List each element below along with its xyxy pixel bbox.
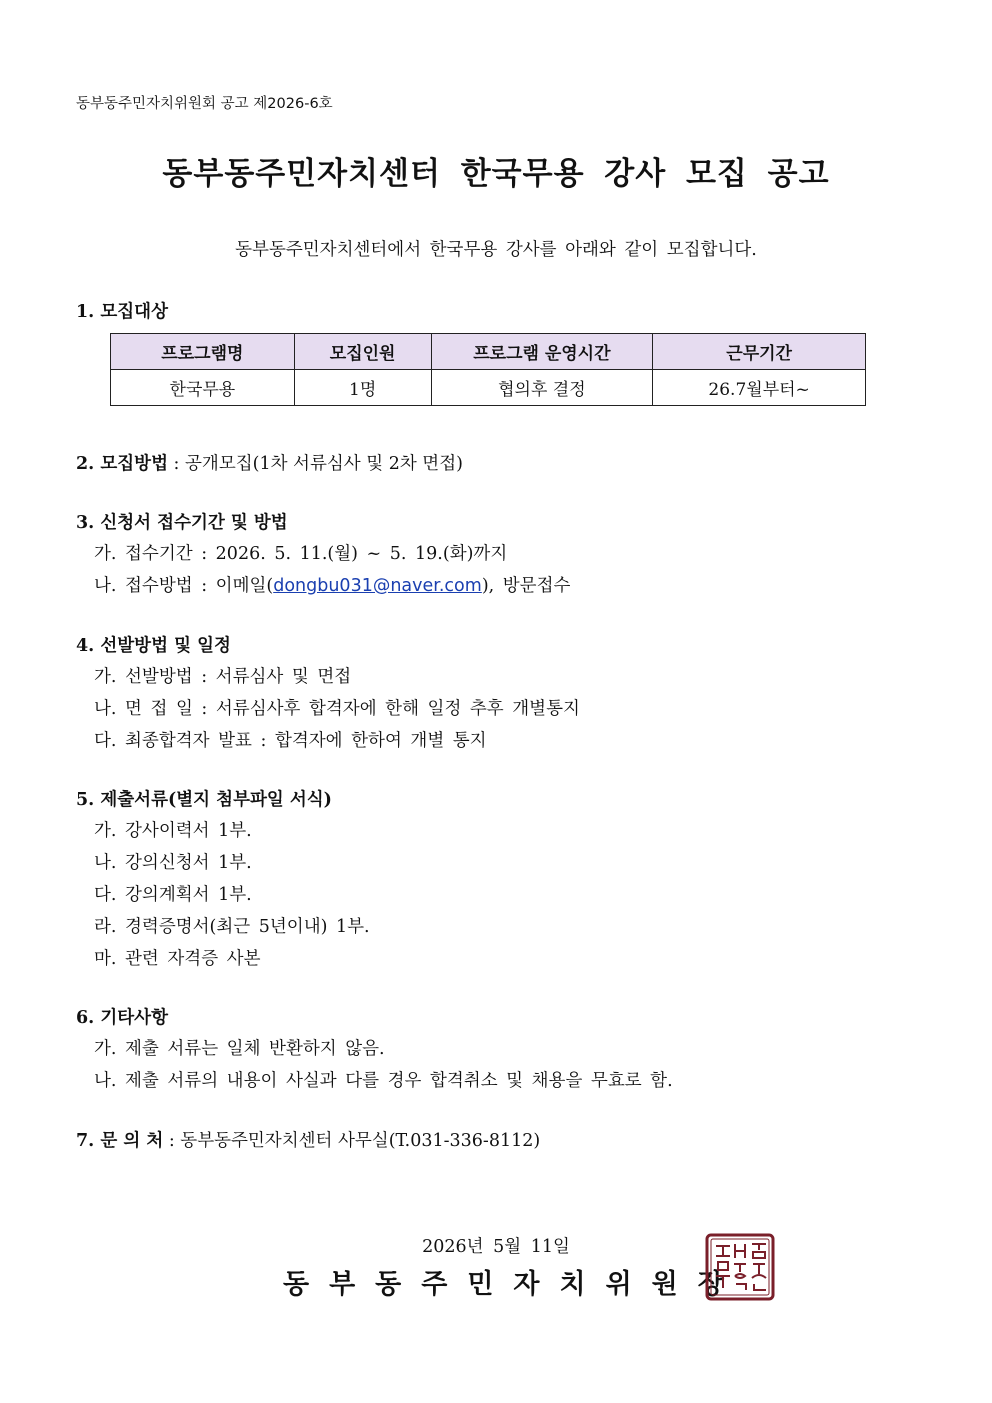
table-cell: 1명 (294, 370, 431, 406)
list-item (94, 572, 570, 597)
list-item: 나. 강의신청서 1부. (94, 853, 252, 873)
section7-heading: 7. 문 의 처 (76, 1131, 164, 1151)
list-item: 마. 관련 자격증 사본 (94, 949, 261, 969)
recruit-table (110, 333, 866, 406)
section6-heading: 6. 기타사항 (76, 1008, 168, 1028)
section4-heading: 4. 선발방법 및 일정 (76, 636, 231, 656)
list-item: 가. 접수기간 : 2026. 5. 11.(월) ~ 5. 19.(화)까지 (94, 544, 508, 564)
email-prefix: 나. 접수방법 : 이메일( (94, 576, 274, 596)
table-cell: 26.7월부터~ (653, 370, 866, 406)
table-header: 근무기간 (653, 334, 866, 370)
section7-text: : 동부동주민자치센터 사무실(T.031-336-8112) (163, 1131, 541, 1151)
notice-date: 2026년 5월 11일 (422, 1237, 570, 1257)
table-header: 모집인원 (294, 334, 431, 370)
list-item: 가. 제출 서류는 일체 반환하지 않음. (94, 1039, 385, 1059)
page-title: 동부동주민자치센터 한국무용 강사 모집 공고 (162, 156, 830, 192)
section2-text: : 공개모집(1차 서류심사 및 2차 면접) (167, 454, 463, 474)
official-seal-icon (704, 1232, 776, 1302)
table-cell: 한국무용 (111, 370, 295, 406)
list-item: 라. 경력증명서(최근 5년이내) 1부. (94, 917, 370, 937)
signer-name: 동부동주민자치위원장 (283, 1269, 744, 1300)
section1-heading: 1. 모집대상 (76, 302, 168, 322)
section2-heading: 2. 모집방법 (76, 454, 168, 474)
email-suffix: ), 방문접수 (481, 576, 571, 596)
list-item: 나. 면 접 일 : 서류심사후 합격자에 한해 일정 추후 개별통지 (94, 699, 580, 719)
table-header-row (111, 334, 866, 370)
list-item: 다. 강의계획서 1부. (94, 885, 252, 905)
intro-text: 동부동주민자치센터에서 한국무용 강사를 아래와 같이 모집합니다. (235, 240, 757, 260)
section2 (76, 450, 463, 475)
table-header: 프로그램 운영시간 (431, 334, 653, 370)
section5-heading: 5. 제출서류(별지 첨부파일 서식) (76, 790, 332, 810)
list-item: 다. 최종합격자 발표 : 합격자에 한하여 개별 통지 (94, 731, 487, 751)
table-row (111, 370, 866, 406)
section3-heading: 3. 신청서 접수기간 및 방법 (76, 513, 288, 533)
section7 (76, 1127, 540, 1152)
email-link[interactable]: dongbu031@naver.com (273, 576, 482, 596)
list-item: 가. 강사이력서 1부. (94, 821, 252, 841)
list-item: 가. 선발방법 : 서류심사 및 면접 (94, 667, 352, 687)
table-header: 프로그램명 (111, 334, 295, 370)
notice-number: 동부동주민자치위원회 공고 제2026-6호 (76, 96, 333, 112)
list-item: 나. 제출 서류의 내용이 사실과 다를 경우 합격취소 및 채용을 무효로 함. (94, 1071, 673, 1091)
table-cell: 협의후 결정 (431, 370, 653, 406)
